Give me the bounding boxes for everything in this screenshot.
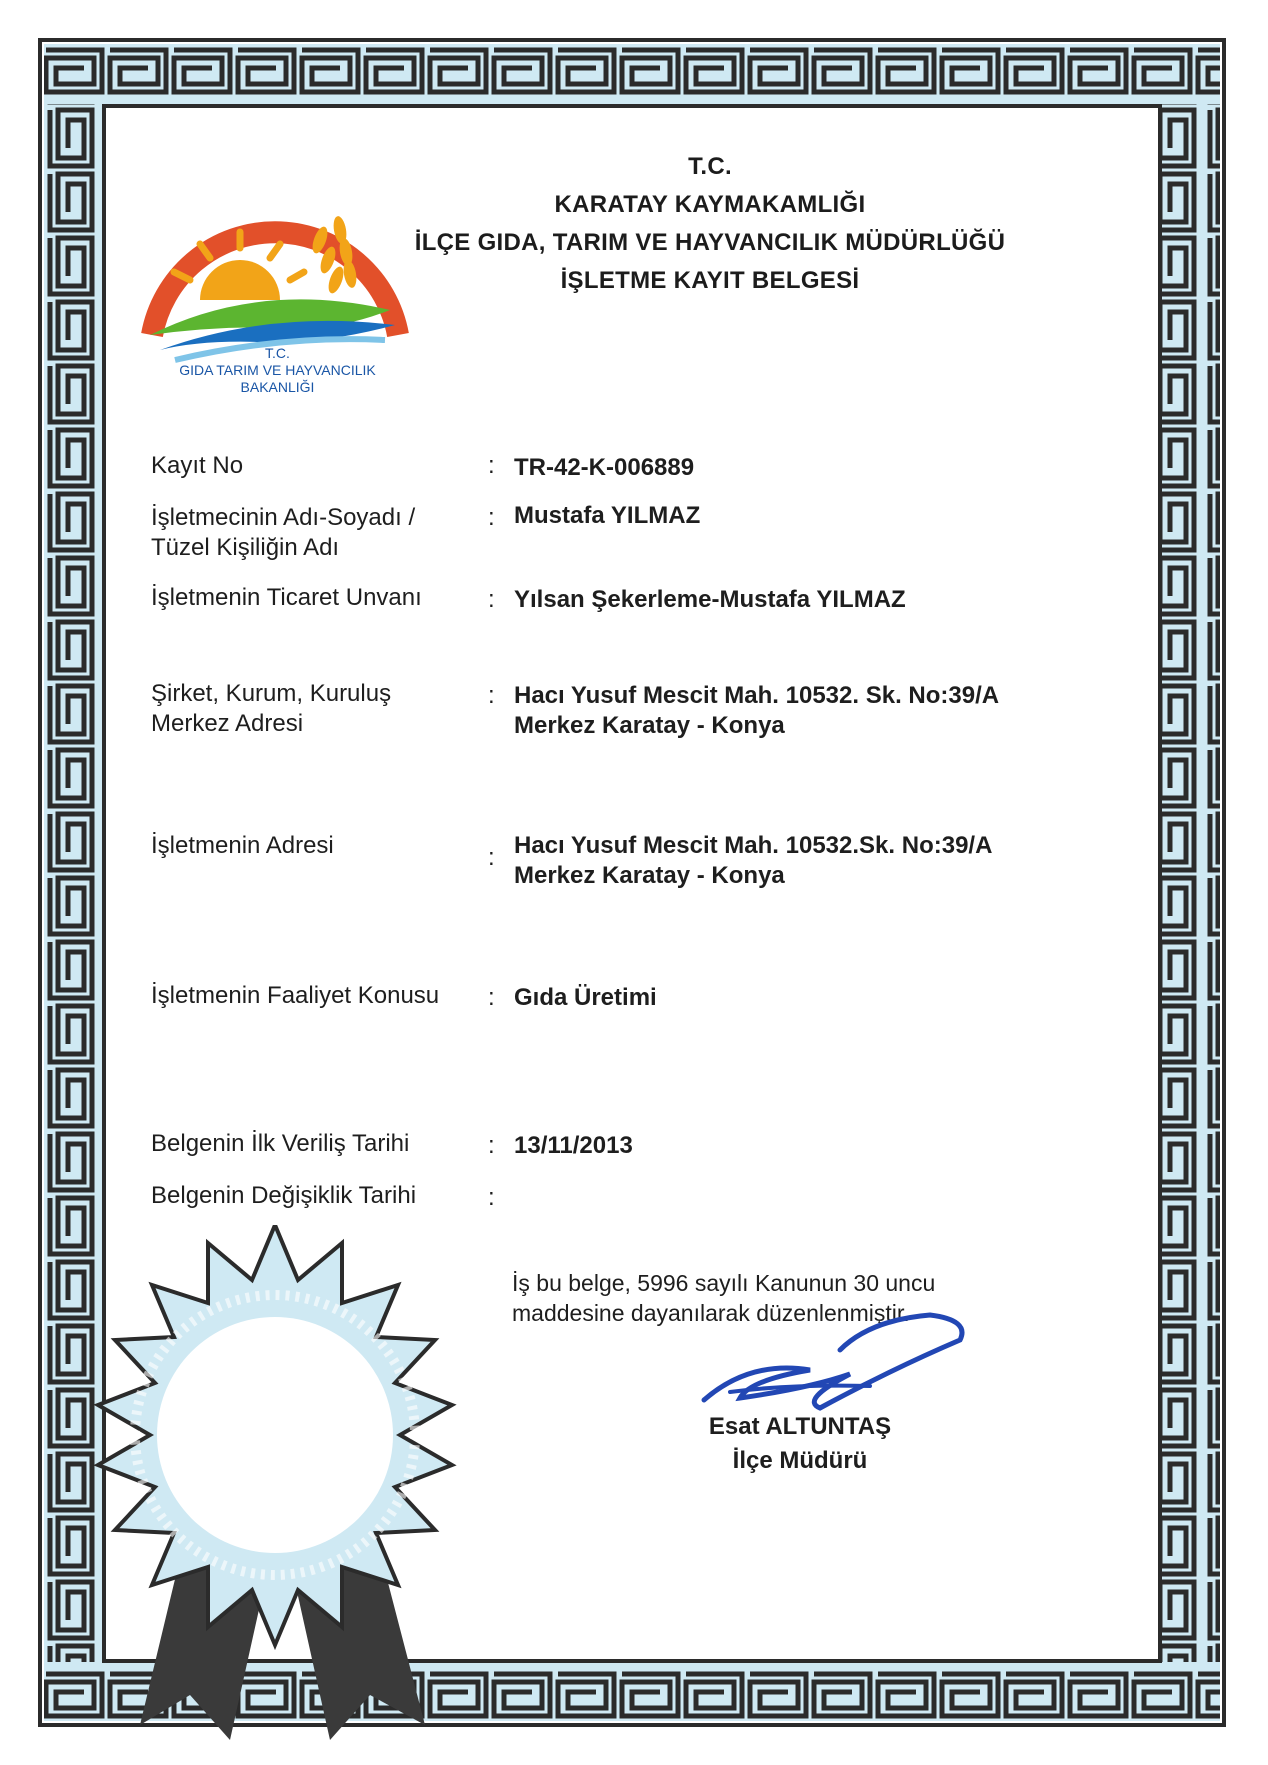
field-colon: : xyxy=(488,586,495,613)
signer-title: İlçe Müdürü xyxy=(732,1447,868,1474)
header-directorate: İLÇE GIDA, TARIM VE HAYVANCILIK MÜDÜRLÜĞÜ xyxy=(414,229,1006,256)
header-tc: T.C. xyxy=(688,153,732,180)
logo-line-3: BAKANLIĞI xyxy=(240,379,315,395)
field-colon: : xyxy=(488,504,495,531)
field-value-activity: Gıda Üretimi xyxy=(514,984,657,1011)
document-title: İŞLETME KAYIT BELGESİ xyxy=(560,267,860,294)
signer-name: Esat ALTUNTAŞ xyxy=(708,1413,892,1440)
logo-line-2: GIDA TARIM VE HAYVANCILIK xyxy=(179,362,376,378)
field-value-kayit-no: TR-42-K-006889 xyxy=(514,454,695,481)
ministry-logo-text xyxy=(140,345,415,396)
field-value-business-address xyxy=(514,831,1074,891)
field-label-trade-name: İşletmenin Ticaret Unvanı xyxy=(151,584,422,611)
signer-block xyxy=(640,1410,960,1478)
field-colon: : xyxy=(488,984,495,1011)
field-value-line: Hacı Yusuf Mescit Mah. 10532. Sk. No:39/A xyxy=(514,682,1000,709)
field-value-line: Merkez Karatay - Konya xyxy=(514,712,785,739)
field-value-trade-name: Yılsan Şekerleme-Mustafa YILMAZ xyxy=(514,586,906,613)
logo-line-1: T.C. xyxy=(265,345,290,361)
field-label-change-date: Belgenin Değişiklik Tarihi xyxy=(151,1182,417,1209)
field-value-operator-name: Mustafa YILMAZ xyxy=(514,502,701,529)
header-district: KARATAY KAYMAKAMLIĞI xyxy=(554,191,866,218)
field-label-line: İşletmecinin Adı-Soyadı / xyxy=(151,504,416,531)
legal-line-1: İş bu belge, 5996 sayılı Kanunun 30 uncu xyxy=(512,1270,936,1296)
field-colon: : xyxy=(488,844,495,871)
field-label-kayit-no: Kayıt No xyxy=(151,452,244,479)
field-value-first-issue-date: 13/11/2013 xyxy=(514,1132,633,1159)
field-value-line: Merkez Karatay - Konya xyxy=(514,862,785,889)
field-label-operator-name xyxy=(151,503,471,563)
field-label-first-issue-date: Belgenin İlk Veriliş Tarihi xyxy=(151,1130,410,1157)
field-colon: : xyxy=(488,452,495,479)
field-value-hq-address xyxy=(514,681,1074,741)
field-colon: : xyxy=(488,1184,495,1211)
field-label-line: Şirket, Kurum, Kuruluş xyxy=(151,680,392,707)
document-header xyxy=(380,148,1040,300)
field-label-business-address: İşletmenin Adresi xyxy=(151,832,334,859)
field-label-line: Merkez Adresi xyxy=(151,710,304,737)
legal-line-2: maddesine dayanılarak düzenlenmiştir. xyxy=(512,1300,910,1326)
seal-rosette-icon xyxy=(80,1225,470,1745)
field-colon: : xyxy=(488,682,495,709)
field-colon: : xyxy=(488,1132,495,1159)
field-value-line: Hacı Yusuf Mescit Mah. 10532.Sk. No:39/A xyxy=(514,832,993,859)
field-label-hq-address xyxy=(151,679,471,739)
field-label-activity: İşletmenin Faaliyet Konusu xyxy=(151,982,440,1009)
field-label-line: Tüzel Kişiliğin Adı xyxy=(151,534,340,561)
